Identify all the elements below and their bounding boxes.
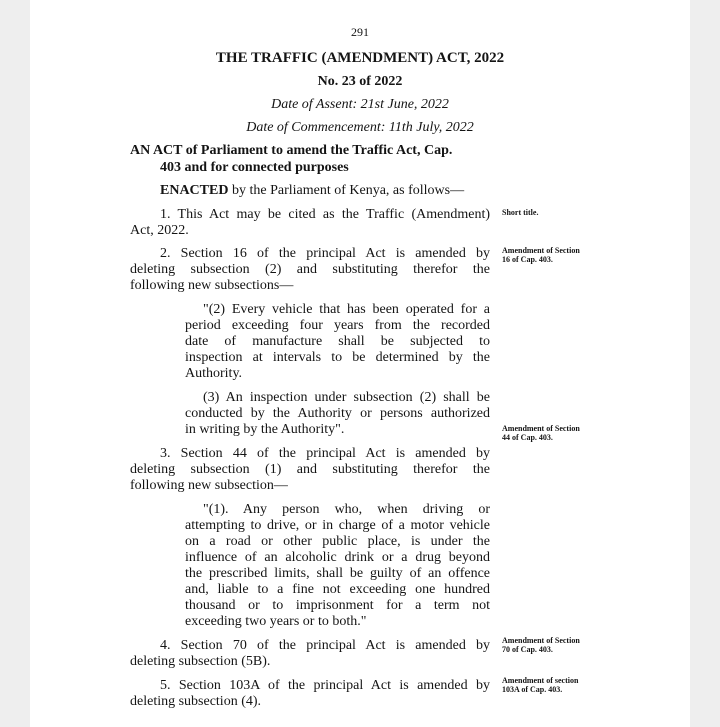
section-3-line-1: 3. Section 44 of the principal Act is amended by — [160, 446, 490, 461]
section-5-line-1: 5. Section 103A of the principal Act is amended by — [160, 678, 490, 693]
section-2-quote2-line-1: "(2) Every vehicle that has been operated for a — [203, 302, 490, 317]
section-5-line-2: deleting subsection (4). — [130, 694, 262, 709]
long-title-line-1: AN ACT of Parliament to amend the Traffic Act, Cap. — [130, 143, 453, 158]
section-3-quote-line-3: on a road or other public place, is under the — [185, 534, 490, 549]
section-2-quote2-line-3: date of manufacture shall be subjected to — [185, 334, 490, 349]
document-page — [30, 0, 690, 727]
long-title-line-2: 403 and for connected purposes — [160, 160, 349, 175]
section-2-quote3-line-3: in writing by the Authority". — [185, 422, 345, 437]
section-3-line-3: following new subsection— — [130, 478, 288, 493]
section-3-line-2: deleting subsection (1) and substituting therefor the — [130, 462, 490, 477]
date-of-commencement: Date of Commencement: 11th July, 2022 — [246, 120, 474, 135]
page-number: 291 — [351, 25, 369, 39]
section-2-quote2-line-4: inspection at intervals to be determined by the — [185, 350, 490, 365]
section-4-line-2: deleting subsection (5B). — [130, 654, 271, 669]
section-2-line-2: deleting subsection (2) and substituting therefor the — [130, 262, 490, 277]
section-2-quote3-line-1: (3) An inspection under subsection (2) shall be — [203, 390, 490, 405]
section-3-quote-line-5: the prescribed limits, shall be guilty of an offence — [185, 566, 490, 581]
act-number: No. 23 of 2022 — [317, 74, 403, 89]
section-2-quote3-line-2: conducted by the Authority or persons authorized — [185, 406, 490, 421]
section-3-quote-line-8: exceeding two years or to both." — [185, 614, 367, 629]
date-of-assent: Date of Assent: 21st June, 2022 — [271, 97, 449, 112]
section-5-marginal-note: Amendment of section 103A of Cap. 403. — [502, 676, 579, 694]
section-2-line-3: following new subsections— — [130, 278, 294, 293]
section-3-quote-line-2: attempting to drive, or in charge of a motor vehicle — [185, 518, 490, 533]
enacting-formula: ENACTED by the Parliament of Kenya, as follows— — [160, 183, 465, 198]
section-4-line-1: 4. Section 70 of the principal Act is amended by — [160, 638, 490, 653]
section-2-quote2-line-5: Authority. — [185, 366, 243, 381]
section-3-quote-line-6: and, liable to a fine not exceeding one hundred — [185, 582, 490, 597]
section-2-line-1: 2. Section 16 of the principal Act is amended by — [160, 246, 490, 261]
section-3-quote-line-1: "(1). Any person who, when driving or — [203, 502, 490, 517]
section-1-line-1: 1. This Act may be cited as the Traffic (Amendment) — [160, 207, 490, 222]
section-1-line-2: Act, 2022. — [130, 223, 189, 238]
act-title: THE TRAFFIC (AMENDMENT) ACT, 2022 — [215, 50, 505, 66]
section-2-quote2-line-2: period exceeding four years from the recorded — [185, 318, 490, 333]
section-3-quote-line-7: thousand or to imprisonment for a term not — [185, 598, 490, 613]
section-3-marginal-note: Amendment of Section 44 of Cap. 403. — [502, 424, 580, 442]
section-2-marginal-note: Amendment of Section 16 of Cap. 403. — [502, 246, 580, 264]
section-1-marginal-note: Short title. — [502, 208, 539, 217]
section-3-quote-line-4: influence of an alcoholic drink or a drug beyond — [185, 550, 490, 565]
section-4-marginal-note: Amendment of Section 70 of Cap. 403. — [502, 636, 580, 654]
